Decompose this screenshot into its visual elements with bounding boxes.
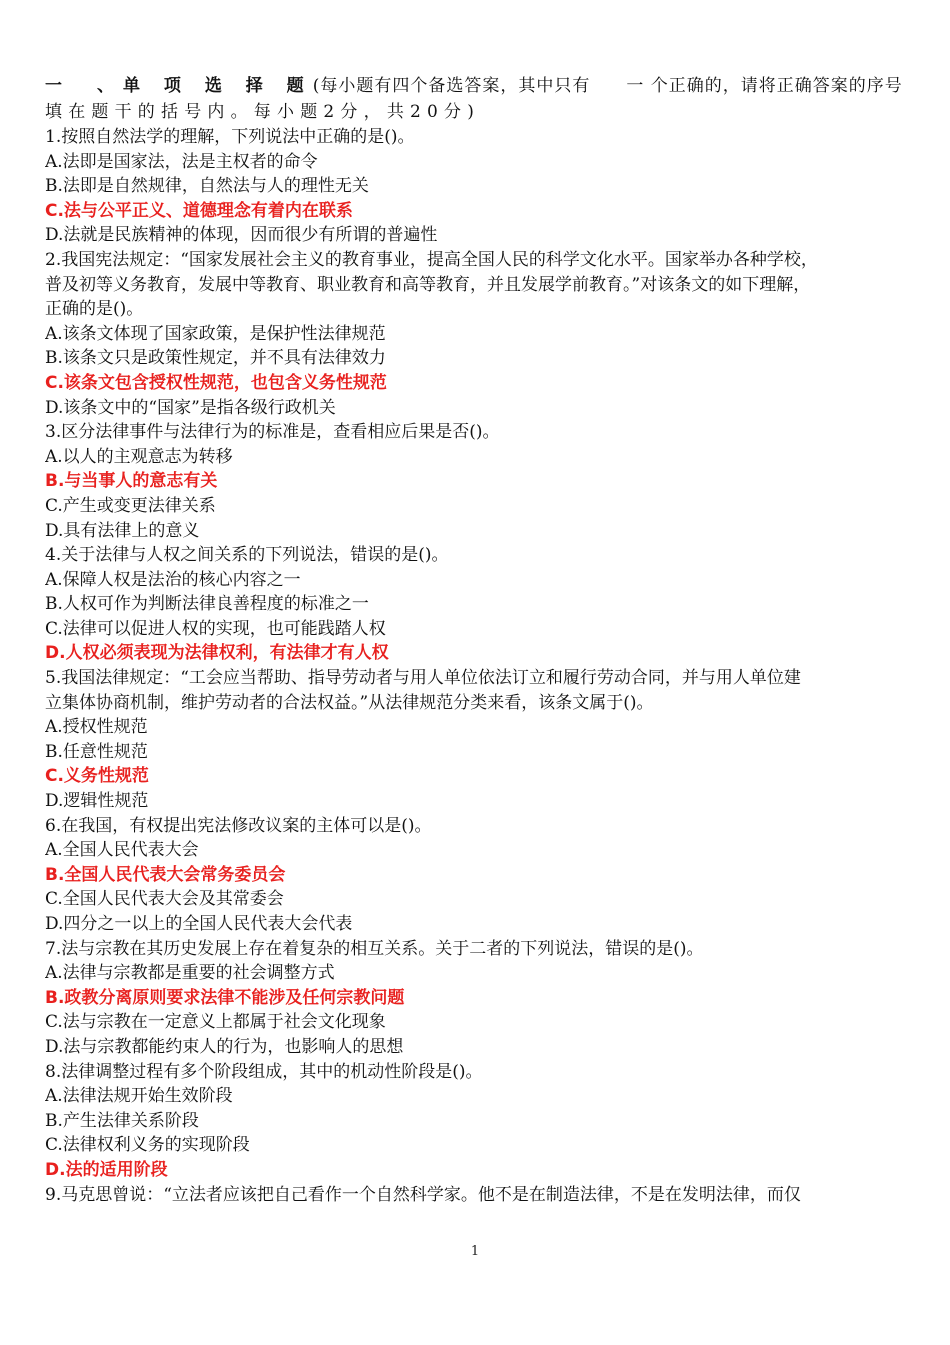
question-stem-line: 3.区分法律事件与法律行为的标准是，查看相应后果是否()。 <box>45 422 500 443</box>
section-instructions-line2: 填在题干的括号内。每小题2分，共20分) <box>45 102 481 122</box>
correct-answer-option: B.全国人民代表大会常务委员会 <box>45 864 286 885</box>
answer-option: C.法律可以促进人权的实现，也可能践踏人权 <box>45 618 386 639</box>
question-stem-line: 7.法与宗教在其历史发展上存在着复杂的相互关系。关于二者的下列说法，错误的是()。 <box>45 938 704 959</box>
question-5 <box>45 666 915 814</box>
page-number: 1 <box>470 1244 480 1259</box>
correct-answer-option: C.义务性规范 <box>45 766 149 787</box>
answer-option: D.该条文中的“国家”是指各级行政机关 <box>45 397 336 418</box>
answer-option: A.该条文体现了国家政策，是保护性法律规范 <box>45 323 386 344</box>
question-9 <box>45 1183 915 1208</box>
question-stem-line: 5.我国法律规定：“工会应当帮助、指导劳动者与用人单位依法订立和履行劳动合同，并与用人单位建 <box>45 668 801 689</box>
section-header <box>45 72 915 100</box>
exam-content <box>45 72 915 1207</box>
question-8 <box>45 1060 915 1183</box>
question-7 <box>45 937 915 1060</box>
answer-option: D.法就是民族精神的体现，因而很少有所谓的普遍性 <box>45 225 438 246</box>
answer-option: A.保障人权是法治的核心内容之一 <box>45 569 301 590</box>
question-4 <box>45 543 915 666</box>
answer-option: B.法即是自然规律，自然法与人的理性无关 <box>45 176 369 197</box>
question-stem-line: 9.马克思曾说：“立法者应该把自己看作一个自然科学家。他不是在制造法律，不是在发明法律，而仅 <box>45 1184 801 1205</box>
answer-option: A.法律法规开始生效阶段 <box>45 1086 233 1107</box>
answer-option: A.法即是国家法，法是主权者的命令 <box>45 151 318 172</box>
correct-answer-option: C.该条文包含授权性规范，也包含义务性规范 <box>45 372 387 393</box>
section-instructions-part2: 一 个正确的，请将正确答案的序号 <box>626 76 903 96</box>
question-6 <box>45 814 915 937</box>
correct-answer-option: D.法的适用阶段 <box>45 1159 168 1180</box>
answer-option: C.全国人民代表大会及其常委会 <box>45 889 284 910</box>
question-stem-line: 1.按照自然法学的理解，下列说法中正确的是()。 <box>45 127 415 147</box>
question-2 <box>45 248 915 420</box>
section-title: 一 、单 项 选 择 题 <box>45 76 313 96</box>
answer-option: D.逻辑性规范 <box>45 791 149 812</box>
question-1 <box>45 125 915 248</box>
question-stem-line: 8.法律调整过程有多个阶段组成，其中的机动性阶段是()。 <box>45 1061 483 1082</box>
answer-option: C.法律权利义务的实现阶段 <box>45 1135 250 1156</box>
answer-option: A.全国人民代表大会 <box>45 840 199 861</box>
correct-answer-option: C.法与公平正义、道德理念有着内在联系 <box>45 200 353 221</box>
correct-answer-option: B.政教分离原则要求法律不能涉及任何宗教问题 <box>45 987 405 1008</box>
section-instructions-part1: (每小题有四个备选答案，其中只有 <box>312 76 591 96</box>
question-3 <box>45 420 915 543</box>
question-stem-line: 立集体协商机制，维护劳动者的合法权益。”从法律规范分类来看，该条文属于()。 <box>45 692 654 713</box>
question-stem-line: 正确的是()。 <box>45 299 144 320</box>
answer-option: B.该条文只是政策性规定，并不具有法律效力 <box>45 348 386 369</box>
question-stem-line: 4.关于法律与人权之间关系的下列说法，错误的是()。 <box>45 545 449 566</box>
answer-option: A.授权性规范 <box>45 717 148 738</box>
answer-option: C.法与宗教在一定意义上都属于社会文化现象 <box>45 1012 386 1033</box>
answer-option: A.以人的主观意志为转移 <box>45 446 233 467</box>
answer-option: D.法与宗教都能约束人的行为，也影响人的思想 <box>45 1036 404 1057</box>
question-stem-line: 2.我国宪法规定：“国家发展社会主义的教育事业，提高全国人民的科学文化水平。国家举办各种学校， <box>45 249 818 270</box>
question-stem-line: 6.在我国，有权提出宪法修改议案的主体可以是()。 <box>45 815 432 836</box>
answer-option: A.法律与宗教都是重要的社会调整方式 <box>45 963 335 984</box>
answer-option: B.任意性规范 <box>45 741 148 762</box>
answer-option: B.产生法律关系阶段 <box>45 1110 199 1131</box>
answer-option: B.人权可作为判断法律良善程度的标准之一 <box>45 594 369 615</box>
answer-option: D.四分之一以上的全国人民代表大会代表 <box>45 914 353 934</box>
question-list <box>45 125 915 1207</box>
question-stem-line: 普及初等义务教育，发展中等教育、职业教育和高等教育，并且发展学前教育。”对该条文的如下理解， <box>45 274 811 295</box>
answer-option: D.具有法律上的意义 <box>45 520 200 541</box>
correct-answer-option: D.人权必须表现为法律权利，有法律才有人权 <box>45 643 389 664</box>
correct-answer-option: B.与当事人的意志有关 <box>45 471 218 492</box>
answer-option: C.产生或变更法律关系 <box>45 495 216 516</box>
